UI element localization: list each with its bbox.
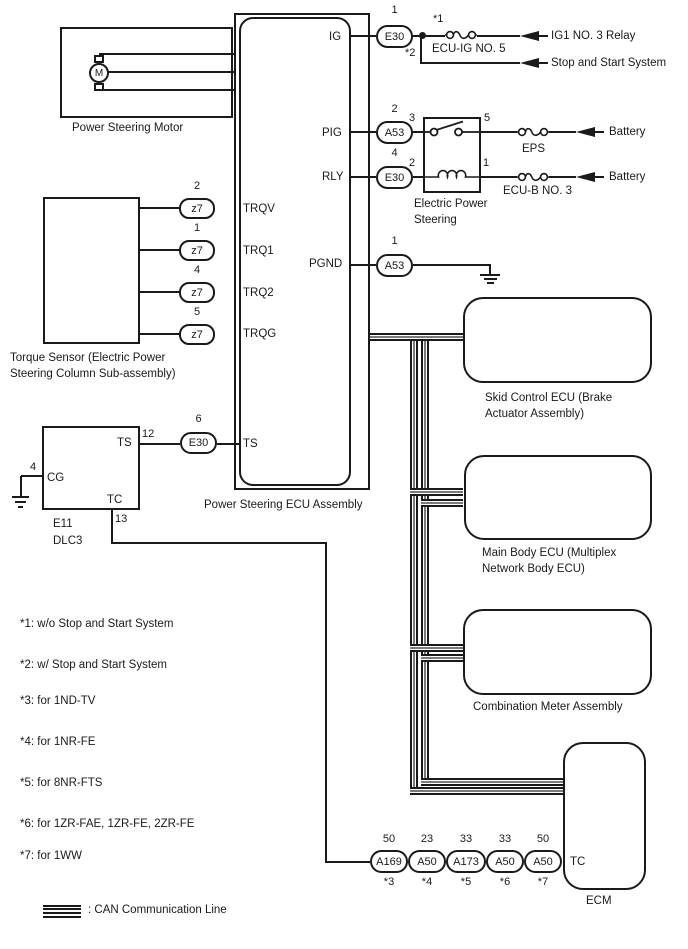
note-3: *3: for 1ND-TV bbox=[20, 695, 96, 707]
ground-icon bbox=[18, 506, 23, 508]
ecm-pin-tc: TC bbox=[570, 856, 586, 868]
note-1: *1: w/o Stop and Start System bbox=[20, 618, 174, 630]
relay-pin-3: 3 bbox=[409, 112, 416, 124]
can-line-skid bbox=[370, 333, 463, 341]
torque-sensor-box bbox=[43, 197, 140, 344]
connector-e30-ig: E30 bbox=[376, 25, 413, 48]
fuse-icon bbox=[517, 125, 549, 139]
pin-number: 4 bbox=[391, 147, 398, 159]
ecu-pin-trqv: TRQV bbox=[243, 203, 275, 215]
ground-icon bbox=[20, 476, 22, 496]
wire bbox=[549, 176, 576, 178]
connector-a53-pig: A53 bbox=[376, 121, 413, 144]
ecu-pin-rly: RLY bbox=[322, 171, 344, 183]
wire bbox=[413, 264, 491, 266]
wire bbox=[351, 264, 376, 266]
wire bbox=[413, 176, 423, 178]
skid-control-label-2: Actuator Assembly) bbox=[485, 408, 585, 420]
pin-number: 1 bbox=[391, 235, 398, 247]
torque-sensor-label-2: Steering Column Sub-assembly) bbox=[10, 368, 176, 380]
eps-relay-label-1: Electric Power bbox=[414, 198, 488, 210]
pin-number: 4 bbox=[193, 264, 201, 276]
main-body-label-1: Main Body ECU (Multiplex bbox=[482, 547, 617, 559]
wire bbox=[111, 510, 113, 544]
combination-meter-box bbox=[463, 609, 652, 695]
pin-number: 33 bbox=[498, 833, 512, 845]
relay-pin-1: 1 bbox=[483, 157, 490, 169]
motor-symbol: M bbox=[94, 67, 104, 79]
wire bbox=[351, 176, 376, 178]
pin-number: 1 bbox=[193, 222, 201, 234]
note-ref: *7 bbox=[537, 876, 549, 888]
wire bbox=[140, 207, 179, 209]
connector-a173: A173 bbox=[446, 850, 486, 873]
battery-label: Battery bbox=[609, 126, 646, 138]
fuse-icon bbox=[517, 170, 549, 184]
arrow-left-icon bbox=[520, 31, 539, 41]
ecu-pin-trq1: TRQ1 bbox=[243, 245, 274, 257]
can-legend-label: : CAN Communication Line bbox=[88, 904, 227, 916]
wire bbox=[477, 35, 520, 37]
relay-pin-5: 5 bbox=[484, 112, 491, 124]
motor-terminal-icon bbox=[94, 55, 104, 63]
ground-icon bbox=[12, 496, 29, 498]
wire bbox=[426, 35, 445, 37]
wire bbox=[325, 542, 327, 863]
ground-icon bbox=[15, 501, 26, 503]
main-body-label-2: Network Body ECU) bbox=[482, 563, 585, 575]
pin-number: 50 bbox=[536, 833, 550, 845]
wire bbox=[351, 131, 376, 133]
connector-z7-trq2: z7 bbox=[179, 282, 215, 303]
motor-label: Power Steering Motor bbox=[72, 122, 184, 134]
eps-relay-label-2: Steering bbox=[414, 214, 457, 226]
ecu-pin-pgnd: PGND bbox=[309, 258, 343, 270]
dlc3-pin-tc: TC bbox=[107, 494, 123, 506]
connector-a169: A169 bbox=[370, 850, 408, 873]
connector-z7-trq1: z7 bbox=[179, 240, 215, 261]
pin-number: 33 bbox=[459, 833, 473, 845]
wire bbox=[99, 89, 236, 91]
coil-icon bbox=[425, 168, 479, 186]
wire bbox=[351, 35, 376, 37]
can-line-ecm bbox=[410, 787, 565, 795]
connector-z7-trqg: z7 bbox=[179, 324, 215, 345]
pin-number: 5 bbox=[193, 306, 201, 318]
wire bbox=[595, 131, 604, 133]
pin-number: 6 bbox=[195, 413, 202, 425]
wire bbox=[140, 249, 179, 251]
switch-icon bbox=[425, 119, 479, 141]
ecu-pin-trqg: TRQG bbox=[243, 328, 277, 340]
arrow-left-icon bbox=[576, 172, 595, 182]
wire bbox=[140, 333, 179, 335]
wire bbox=[325, 861, 370, 863]
wire bbox=[140, 443, 180, 445]
dest-stop-start: Stop and Start System bbox=[551, 57, 667, 69]
ecu-pin-ts: TS bbox=[243, 438, 258, 450]
pin-number: 2 bbox=[391, 103, 398, 115]
relay-pin-2: 2 bbox=[409, 157, 416, 169]
can-line-meter bbox=[421, 654, 463, 662]
connector-a50: A50 bbox=[408, 850, 446, 873]
connector-a50: A50 bbox=[524, 850, 562, 873]
wire bbox=[140, 291, 179, 293]
battery-label: Battery bbox=[609, 171, 646, 183]
wire bbox=[111, 542, 327, 544]
connector-e30-ts: E30 bbox=[180, 432, 217, 454]
can-line-vertical bbox=[421, 333, 429, 786]
arrow-left-icon bbox=[520, 58, 539, 68]
connector-a53-pgnd: A53 bbox=[376, 254, 413, 277]
dlc3-pin-cg: CG bbox=[47, 472, 65, 484]
ecu-pin-ig: IG bbox=[329, 31, 342, 43]
dlc3-name: DLC3 bbox=[53, 535, 83, 547]
wire bbox=[21, 475, 42, 477]
wire bbox=[595, 176, 604, 178]
ecu-pin-trq2: TRQ2 bbox=[243, 287, 274, 299]
fuse-label-ecub: ECU-B NO. 3 bbox=[503, 185, 573, 197]
note-2: *2: w/ Stop and Start System bbox=[20, 659, 168, 671]
note-ref: *1 bbox=[433, 13, 444, 25]
pin-number: 2 bbox=[193, 180, 201, 192]
wire bbox=[420, 37, 422, 64]
skid-control-ecu-box bbox=[463, 297, 652, 383]
wire bbox=[217, 443, 239, 445]
connector-a50: A50 bbox=[486, 850, 524, 873]
fuse-label-eps: EPS bbox=[522, 143, 546, 155]
note-ref: *3 bbox=[383, 876, 395, 888]
can-line-legend-icon bbox=[43, 905, 81, 918]
note-ref: *5 bbox=[460, 876, 472, 888]
wire bbox=[539, 62, 548, 64]
pin-number: 12 bbox=[142, 428, 155, 440]
connector-e30-rly: E30 bbox=[376, 166, 413, 189]
ground-icon bbox=[480, 274, 500, 276]
note-ref: *4 bbox=[421, 876, 433, 888]
fuse-label: ECU-IG NO. 5 bbox=[432, 43, 506, 55]
main-body-ecu-box bbox=[464, 455, 652, 540]
note-6: *6: for 1ZR-FAE, 1ZR-FE, 2ZR-FE bbox=[20, 818, 195, 830]
ground-icon bbox=[487, 282, 494, 284]
dlc3-pin-ts: TS bbox=[117, 437, 132, 449]
pin-number: 1 bbox=[391, 4, 398, 16]
wire bbox=[413, 131, 423, 133]
note-4: *4: for 1NR-FE bbox=[20, 736, 96, 748]
motor-terminal-icon bbox=[94, 83, 104, 91]
ecu-pin-pig: PIG bbox=[322, 127, 342, 139]
ground-icon bbox=[484, 278, 497, 280]
wire bbox=[481, 131, 517, 133]
arrow-left-icon bbox=[576, 127, 595, 137]
note-ref: *6 bbox=[499, 876, 511, 888]
ecm-label: ECM bbox=[586, 895, 612, 907]
wire bbox=[99, 53, 236, 55]
wire bbox=[549, 131, 576, 133]
can-line-mainbody bbox=[421, 499, 463, 507]
connector-z7-trqv: z7 bbox=[179, 198, 215, 219]
ecu-label: Power Steering ECU Assembly bbox=[204, 499, 363, 511]
can-line-mainbody bbox=[410, 488, 463, 496]
note-5: *5: for 8NR-FTS bbox=[20, 777, 103, 789]
motor-icon bbox=[89, 63, 109, 83]
note-ref: *2 bbox=[405, 47, 416, 59]
can-line-vertical bbox=[410, 333, 418, 795]
fuse-icon bbox=[445, 28, 477, 42]
can-line-meter bbox=[410, 644, 463, 652]
wire bbox=[107, 71, 236, 73]
torque-sensor-label-1: Torque Sensor (Electric Power bbox=[10, 352, 166, 364]
can-line-ecm bbox=[421, 778, 565, 786]
pin-number: 23 bbox=[420, 833, 434, 845]
pin-number: 13 bbox=[115, 513, 128, 525]
dlc3-code: E11 bbox=[53, 518, 73, 530]
pin-number: 50 bbox=[382, 833, 396, 845]
combination-meter-label: Combination Meter Assembly bbox=[473, 701, 623, 713]
skid-control-label-1: Skid Control ECU (Brake bbox=[485, 392, 613, 404]
dest-ig1-relay: IG1 NO. 3 Relay bbox=[551, 30, 636, 42]
note-7: *7: for 1WW bbox=[20, 850, 82, 862]
wire bbox=[539, 35, 548, 37]
pin-number: 4 bbox=[30, 461, 37, 473]
wire bbox=[420, 62, 520, 64]
wire bbox=[481, 176, 517, 178]
